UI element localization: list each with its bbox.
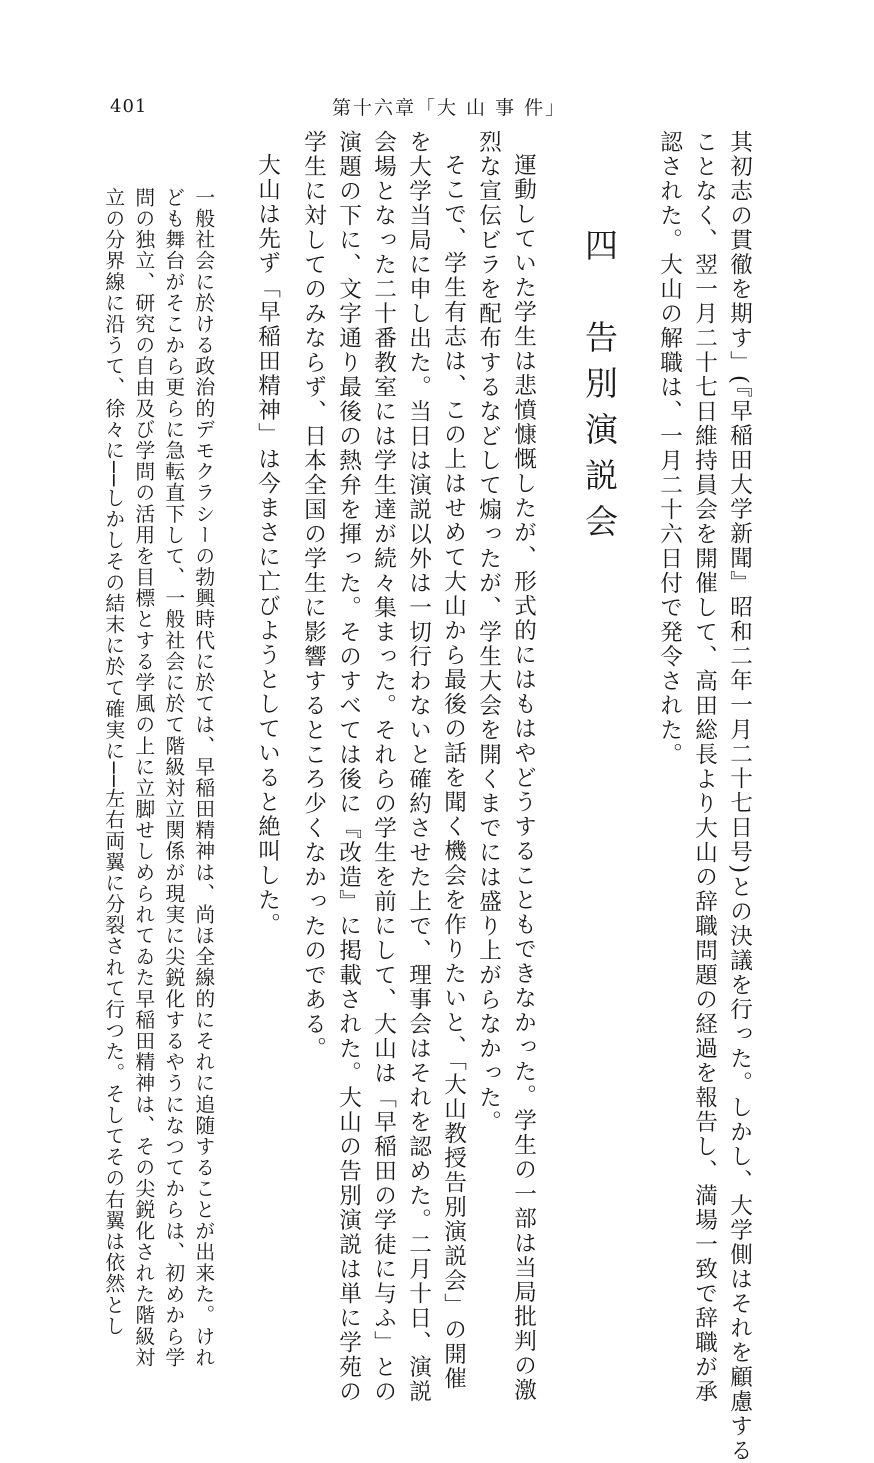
quote-line: 一般社会に於ける政治的デモクラシーの勃興時代に於ては、早稲田精神は、尚ほ全線的にそれに追随することが出来た。けれ — [191, 187, 215, 1369]
quote-line: 立の分界線に沿うて、徐々に──しかしその結末に於て確実に──左右両翼に分裂されて行つた。そしてその右翼は依然とし — [101, 187, 125, 1337]
body-line: 烈な宣伝ビラを配布するなどして煽ったが、学生大会を開くまでには盛り上がらなかった。 — [475, 130, 502, 1135]
body-line: 運動していた学生は悲憤慷慨したが、形式的にはもはやどうすることもできなかった。学生の一部は当局批判の激 — [510, 153, 537, 1403]
body-line: そこで、学生有志は、この上はせめて大山から最後の話を聞く機会を作りたいと、「大山教授告別演説会」の開催 — [440, 153, 467, 1392]
body-line: を大学当局に申し出た。当日は演説以外は一切行わないと確約させた上で、理事会はそれを認めた。二月十日、演説 — [405, 130, 432, 1404]
body-line: 演題の下に、文字通り最後の熱弁を揮った。そのすべては後に『改造』に掲載された。大山の告別演説は単に学苑の — [335, 130, 362, 1404]
body-line: 認された。大山の解職は、一月二十六日付で発令された。 — [656, 130, 683, 767]
running-head: 第十六章「大 山 事 件」 — [332, 97, 567, 119]
body-line: 大山は先ず「早稲田精神」は今まさに亡びようとしていると絶叫した。 — [254, 153, 281, 937]
page-number: 401 — [110, 96, 148, 117]
body-line: 其初志の貫徹を期す」(『早稲田大学新聞』昭和二年一月二十七日号)との決議を行った。しかし、大学側はそれを顧慮する — [726, 130, 753, 1463]
body-line: 学生に対してのみならず、日本全国の学生に影響するところ少くなかったのである。 — [300, 130, 327, 1061]
section-heading: 四 告別演説会 — [580, 228, 619, 550]
body-line: 会場となった二十番教室には学生達が続々集まった。それらの学生を前にして、大山は「早稲田の学徒に与ふ」との — [370, 130, 397, 1404]
body-line: ことなく、翌一月二十七日維持員会を開催して、高田総長より大山の辞職問題の経過を報告し、満場一致で辞職が承 — [691, 130, 718, 1404]
quote-line: 問の独立、研究の自由及び学問の活用を目標とする学風の上に立脚せしめられてゐた早稲田精神は、その尖鋭化された階級対 — [131, 187, 155, 1369]
quote-line: ども舞台がそこから更らに急転直下して、一般社会に於て階級対立関係が現実に尖鋭化するやうになつてからは、初めから学 — [161, 187, 185, 1369]
